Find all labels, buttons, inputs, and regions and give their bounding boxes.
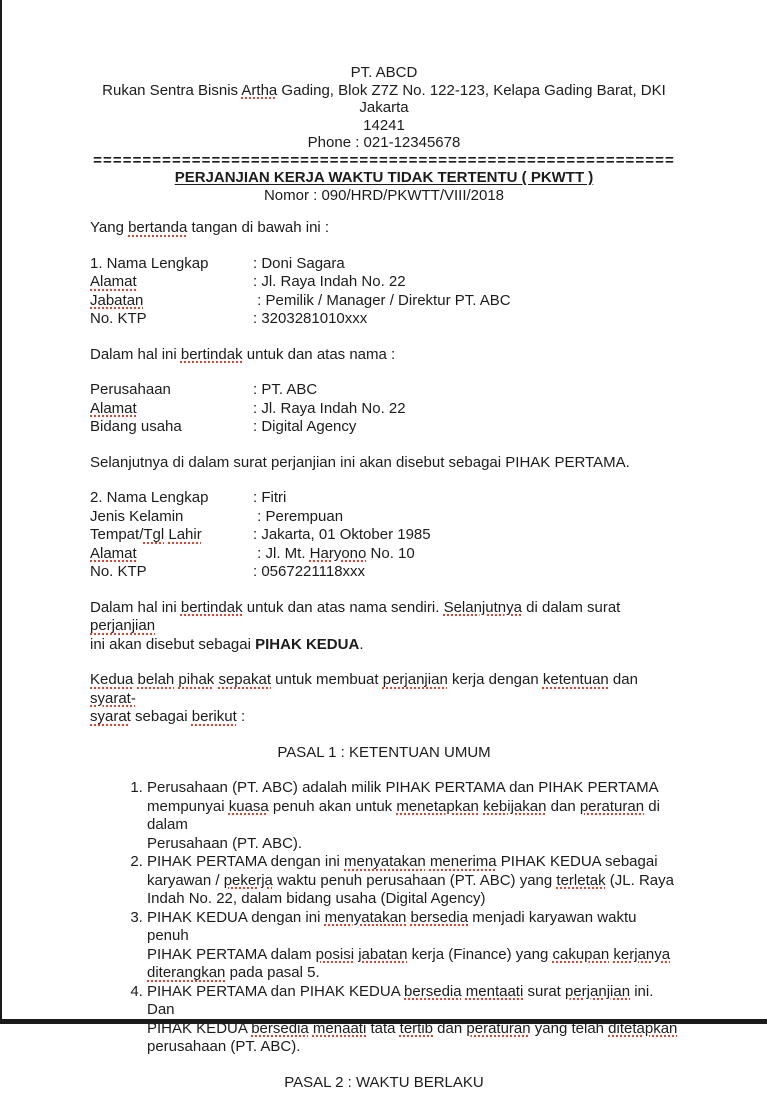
misspelled-word: pihak [178,671,215,688]
text-segment: Perusahaan (PT. ABC) adalah milik PIHAK PERTAMA dan PIHAK PERTAMA [147,779,659,796]
text-segment: Bidang usaha [90,418,182,435]
document-page [90,64,678,1109]
text-segment: Gading, Blok Z7Z No. 122-123, Kelapa Gading Barat, DKI Jakarta [277,81,666,116]
detail-value [253,310,367,329]
page-left-border [0,0,2,1024]
detail-label [90,563,253,582]
detail-label [90,526,253,545]
text-segment: untuk dan atas nama : [242,345,396,363]
misspelled-word: bersedia [404,982,462,1000]
misspelled-word: kuasa [228,797,269,815]
text-segment: . [359,635,364,653]
company-address [90,82,678,117]
detail-label [90,418,253,437]
detail-row [90,545,678,564]
text-segment: Rukan Sentra Bisnis [102,81,242,99]
text-segment: untuk dan atas nama sendiri. [242,598,444,616]
text-segment: 2. Nama Lengkap [90,489,209,506]
detail-row [90,310,678,329]
second-party-note [90,599,678,655]
detail-label [90,255,253,274]
misspelled-word: Alamat [90,273,137,290]
detail-row [90,255,678,274]
detail-value [253,418,356,437]
clause-item [147,779,678,853]
detail-row [90,489,678,508]
detail-row [90,526,678,545]
text-segment: tata [366,1019,400,1037]
text-segment: karyawan / [147,871,224,889]
text-segment: No. KTP [90,310,147,327]
misspelled-word: Jabatan [90,291,144,309]
text-segment: : Digital Agency [253,418,357,435]
detail-row [90,381,678,400]
text-segment: PIHAK PERTAMA dan PIHAK KEDUA [147,982,405,1000]
misspelled-word: Alamat [90,544,137,562]
pasal1-heading: PASAL 1 : KETENTUAN UMUM [277,743,491,761]
detail-value [253,545,415,564]
detail-label [90,292,253,311]
misspelled-word: menerima [429,853,497,870]
detail-value [253,381,317,400]
text-segment: : Doni Sagara [253,254,345,272]
agreement-intro [90,671,678,727]
letterhead [90,64,678,204]
phone-line: Phone : 021-12345678 [307,134,461,151]
pasal1-clause-list [90,779,678,1057]
detail-value [253,273,406,292]
detail-value [253,508,343,527]
detail-value [253,489,286,508]
detail-row [90,292,678,311]
misspelled-word: belah [137,671,175,688]
text-segment: Yang [90,219,129,236]
misspelled-word: syarat [90,708,131,725]
text-segment: dan [608,671,638,688]
text-segment: di dalam surat [521,598,621,616]
text-segment: 1. Nama Lengkap [90,254,209,272]
text-segment: Dalam hal ini [90,598,181,616]
text-segment: No. 10 [366,544,415,562]
text-segment: PIHAK PERTAMA dengan ini [147,853,345,870]
text-segment: PIHAK PERTAMA dalam [147,945,316,963]
text-segment: PIHAK KEDUA [147,1019,252,1037]
text-segment: : 0567221118xxx [253,563,366,580]
misspelled-word: menetapkan [396,797,479,815]
document-number: Nomor : 090/HRD/PKWTT/VIII/2018 [263,186,505,204]
misspelled-word: menaati [312,1019,367,1037]
text-segment: Perusahaan [90,381,171,398]
text-segment: kerja dengan [447,671,543,688]
misspelled-word: Lahir [168,526,202,543]
misspelled-word: mentaati [465,982,524,1000]
misspelled-word: tertib [399,1019,434,1037]
text-segment: pada pasal 5. [225,964,320,981]
misspelled-word: sepakat [218,671,271,688]
text-segment: waktu penuh perusahaan (PT. ABC) yang [272,871,557,889]
misspelled-word: bertindak [180,598,243,616]
text-segment: : PT. ABC [253,381,318,398]
text-segment: ini. Dan [147,982,654,1018]
first-party-note [90,454,678,473]
misspelled-word: ketentuan [542,671,609,688]
misspelled-word: posisi [315,945,355,963]
text-segment: perusahaan (PT. ABC). [147,1038,301,1055]
separator-line: =========================================================== [93,151,675,169]
clause-item [147,909,678,983]
text-segment: (JL. Raya [605,871,674,889]
misspelled-word: perjanjian [382,671,448,688]
misspelled-word: diterangkan [147,964,226,981]
text-segment: : 3203281010xxx [253,310,368,327]
misspelled-word: kebijakan [483,797,547,815]
company-name: PT. ABCD [350,64,418,81]
misspelled-word: bertanda [128,219,188,236]
text-segment: dan [546,797,580,815]
misspelled-word: syarat- [90,689,136,707]
misspelled-word: Kedua [90,671,134,688]
misspelled-word: Alamat [90,399,137,417]
detail-value [253,526,431,545]
misspelled-word: Artha [241,81,278,99]
text-segment: surat [523,982,565,1000]
detail-row [90,418,678,437]
text-segment: No. KTP [90,563,147,580]
misspelled-word: menyatakan [324,908,407,926]
misspelled-word: Tgl [143,526,165,543]
misspelled-word: bersedia [410,908,469,926]
text-segment: penuh akan untuk [268,797,397,815]
misspelled-word: bertindak [180,345,243,363]
text-segment: : [236,708,246,725]
detail-label [90,273,253,292]
pasal2-heading: PASAL 2 : WAKTU BERLAKU [284,1073,484,1091]
misspelled-word: berikut [191,708,237,725]
text-segment: : Jl. Mt. [253,544,310,562]
text-segment: PIHAK KEDUA sebagai [496,853,658,870]
text-segment: untuk membuat [271,671,383,688]
misspelled-word: peraturan [466,1019,531,1037]
misspelled-word: ditetapkan [608,1019,678,1037]
text-segment: mempunyai [147,797,229,815]
text-segment: : Jakarta, 01 Oktober 1985 [253,526,431,543]
detail-value [253,292,511,311]
misspelled-word: cakupan [552,945,610,963]
misspelled-word: pekerja [223,871,273,889]
detail-label [90,400,253,419]
text-segment: PIHAK KEDUA [255,635,360,653]
misspelled-word: terletak [556,871,606,889]
misspelled-word: perjanjian [565,982,631,1000]
misspelled-word: bersedia [251,1019,309,1037]
text-segment: Selanjutnya di dalam surat perjanjian ini akan disebut sebagai PIHAK PERTAMA. [90,453,630,471]
text-segment: tangan di bawah ini : [187,219,330,236]
company-details [90,381,678,437]
detail-value [253,563,365,582]
detail-row [90,563,678,582]
text-segment: di dalam [147,797,660,833]
detail-label [90,310,253,329]
text-segment: Perusahaan (PT. ABC). [147,834,303,852]
text-segment: sebagai [130,708,192,725]
detail-row [90,273,678,292]
clause-item [147,853,678,909]
text-segment: kerja (Finance) yang [407,945,553,963]
misspelled-word: perjanjian [90,617,156,634]
text-segment: : Jl. Raya Indah No. 22 [253,399,406,417]
text-segment: : Fitri [253,489,287,506]
misspelled-word: Selanjutnya [443,598,522,616]
detail-row [90,400,678,419]
text-segment: ini akan disebut sebagai [90,635,256,653]
detail-value [253,255,345,274]
acting-first-line [90,346,678,365]
text-segment: Dalam hal ini [90,345,181,363]
detail-label [90,508,253,527]
text-segment: : Perempuan [253,507,344,525]
detail-value [253,400,406,419]
clause-item [147,983,678,1057]
text-segment: yang telah [530,1019,609,1037]
misspelled-word: kerjanya [613,945,671,963]
detail-row [90,508,678,527]
document-title: PERJANJIAN KERJA WAKTU TIDAK TERTENTU ( PKWTT ) [174,169,594,186]
misspelled-word: peraturan [579,797,645,815]
text-segment: menjadi karyawan waktu penuh [147,908,637,944]
misspelled-word: jabatan [358,945,408,963]
text-segment: Jenis Kelamin [90,507,184,525]
detail-label [90,381,253,400]
opening-line [90,219,678,238]
first-party-details [90,255,678,329]
detail-label [90,489,253,508]
misspelled-word: menyatakan [344,853,426,870]
text-segment: : Jl. Raya Indah No. 22 [253,273,406,290]
text-segment: PIHAK KEDUA dengan ini [147,908,325,926]
text-segment: dan [433,1019,467,1037]
detail-label [90,545,253,564]
text-segment: : Pemilik / Manager / Direktur PT. ABC [253,291,511,309]
postal-code: 14241 [363,116,405,134]
second-party-details [90,489,678,582]
text-segment: Indah No. 22, dalam bidang usaha (Digital Agency) [147,890,486,907]
misspelled-word: Haryono [309,544,367,562]
text-segment: Tempat/ [90,526,144,543]
